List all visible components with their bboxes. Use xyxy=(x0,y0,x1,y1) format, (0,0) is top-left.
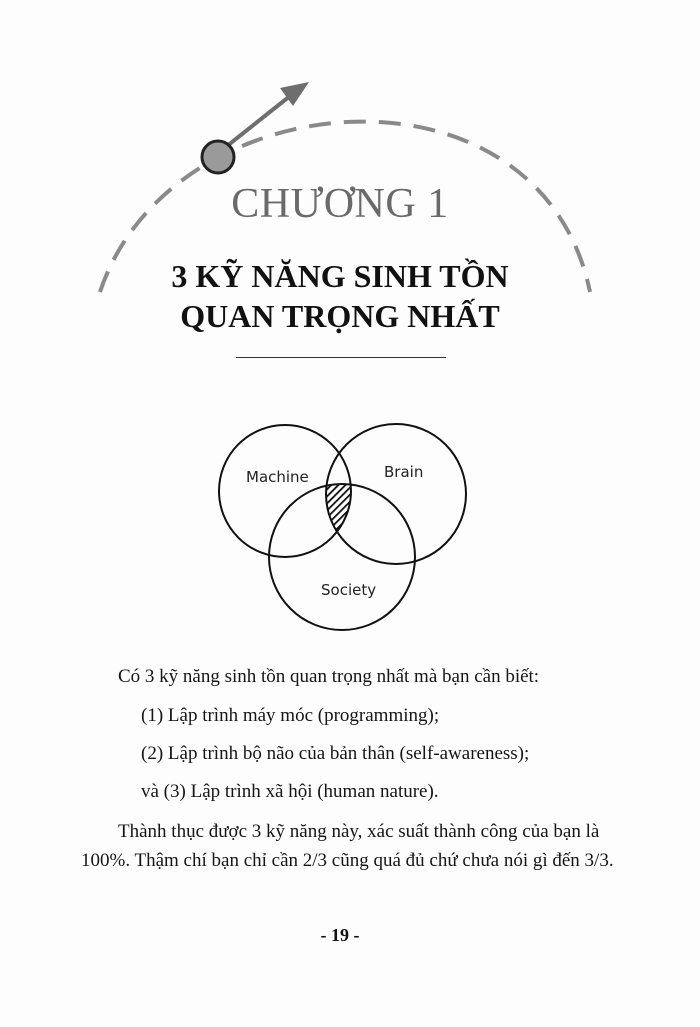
chapter-title-line-1: 3 KỸ NĂNG SINH TỒN xyxy=(171,258,509,294)
venn-label-brain: Brain xyxy=(384,463,424,481)
chapter-label: CHƯƠNG 1 xyxy=(231,181,449,227)
list-item-self-awareness: (2) Lập trình bộ não của bản thân (self-awareness); xyxy=(141,743,530,764)
venn-label-machine: Machine xyxy=(246,468,309,486)
page-number: - 19 - xyxy=(320,925,360,945)
chapter-title-line-2: QUAN TRỌNG NHẤT xyxy=(180,298,500,334)
list-item-human-nature: và (3) Lập trình xã hội (human nature). xyxy=(141,781,439,802)
venn-label-society: Society xyxy=(321,581,377,599)
ball-icon xyxy=(202,141,234,173)
venn-diagram xyxy=(200,410,480,655)
title-divider xyxy=(236,357,446,358)
intro-paragraph: Có 3 kỹ năng sinh tồn quan trọng nhất mà bạn cần biết: xyxy=(118,666,540,687)
list-item-programming: (1) Lập trình máy móc (programming); xyxy=(141,705,440,726)
chapter-title xyxy=(0,256,680,336)
body-paragraph: Thành thục được 3 kỹ năng này, xác suất thành công của bạn là 100%. Thậm chí bạn chỉ cần 2/3 cũng quá đủ chứ chưa nói gì đến 3/3. xyxy=(81,821,614,871)
